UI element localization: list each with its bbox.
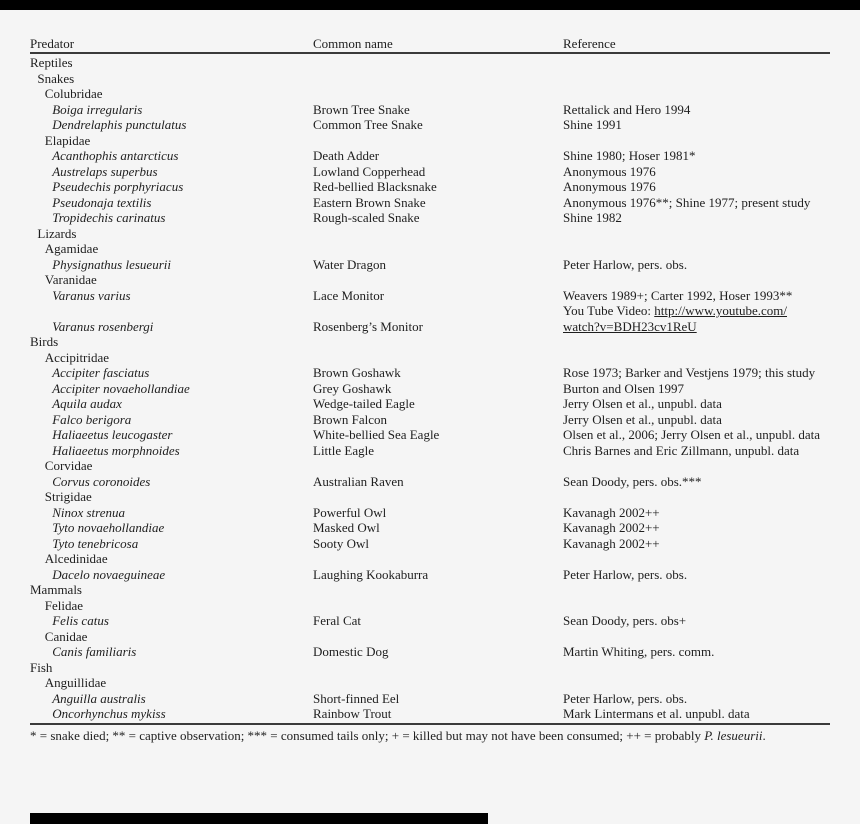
predator-cell: Oncorhynchus mykiss (52, 706, 166, 721)
reference-cell (563, 133, 830, 149)
reference-cell (563, 319, 830, 335)
reference-text: Olsen et al., 2006; Jerry Olsen et al., unpubl. data (563, 427, 821, 442)
reference-cell (563, 474, 830, 490)
table-row (30, 474, 830, 490)
predator-cell: Colubridae (44, 86, 103, 101)
footnote-text: * = snake died; ** = captive observation; *** = consumed tails only; + = killed but may not have been consumed; ++ = probably (30, 727, 705, 743)
table-row (30, 520, 830, 536)
common-name-cell (313, 675, 563, 691)
reference-cell (563, 241, 830, 257)
common-name-cell (313, 133, 563, 149)
common-name-cell: Eastern Brown Snake (313, 194, 426, 210)
predator-cell: Accipiter fasciatus (52, 365, 150, 380)
column-header-predator: Predator (30, 36, 75, 51)
reference-cell (563, 396, 830, 412)
common-name-cell: Little Eagle (313, 442, 375, 458)
table-row (30, 489, 830, 505)
reference-text: Peter Harlow, pers. obs. (563, 566, 688, 582)
table-row (30, 272, 830, 288)
common-name-cell: Death Adder (313, 148, 380, 163)
table-row (30, 381, 830, 397)
reference-cell (563, 644, 830, 660)
reference-cell (563, 179, 830, 195)
common-name-cell: Rainbow Trout (313, 706, 392, 721)
common-name-cell: Common Tree Snake (313, 117, 423, 132)
table-row (30, 257, 830, 273)
predator-cell: Snakes (37, 70, 75, 86)
table-row (30, 582, 830, 598)
table-row (30, 644, 830, 660)
common-name-cell: White-bellied Sea Eagle (313, 427, 440, 442)
reference-cell (563, 551, 830, 567)
common-name-cell (313, 582, 563, 598)
predator-cell: Felis catus (52, 613, 109, 628)
predator-cell: Boiga irregularis (52, 101, 143, 117)
common-name-cell: Water Dragon (313, 256, 386, 272)
reference-link[interactable]: watch?v=BDH23cv1ReU (563, 318, 697, 334)
common-name-cell: Laughing Kookaburra (313, 566, 429, 582)
predator-cell: Fish (30, 659, 53, 675)
common-name-cell: Lace Monitor (313, 287, 385, 303)
reference-text: Shine 1982 (563, 210, 622, 225)
table-row (30, 567, 830, 583)
table-row (30, 505, 830, 521)
reference-cell (563, 613, 830, 629)
table-row (30, 691, 830, 707)
common-name-cell (313, 241, 563, 257)
table-row (30, 55, 830, 71)
reference-text: Chris Barnes and Eric Zillmann, unpubl. data (563, 442, 800, 458)
predator-cell: Haliaeetus morphnoides (52, 442, 180, 458)
predator-cell: Canis familiaris (52, 644, 137, 659)
predator-cell: Aquila audax (52, 396, 122, 411)
reference-cell (563, 257, 830, 273)
common-name-cell: Rosenberg’s Monitor (313, 318, 423, 334)
table-row (30, 133, 830, 149)
predator-cell: Austrelaps superbus (52, 163, 158, 179)
table-row (30, 551, 830, 567)
common-name-cell (313, 334, 563, 350)
reference-link[interactable]: http://www.youtube.com/ (654, 303, 787, 318)
table-row (30, 148, 830, 164)
table-row (30, 396, 830, 412)
footnote-species-italic: P. lesueurii (704, 727, 763, 743)
common-name-cell: Brown Tree Snake (313, 101, 410, 117)
reference-text: Shine 1991 (563, 117, 622, 132)
reference-cell (563, 598, 830, 614)
predator-cell: Lizards (37, 225, 77, 241)
reference-cell (563, 536, 830, 552)
predator-cell: Pseudechis porphyriacus (52, 179, 184, 194)
reference-cell (563, 489, 830, 505)
reference-cell (563, 350, 830, 366)
common-name-cell (313, 629, 563, 645)
top-scan-artifact-bar (0, 0, 860, 10)
reference-cell (563, 86, 830, 102)
common-name-cell (313, 272, 563, 288)
common-name-cell: Wedge-tailed Eagle (313, 396, 415, 411)
reference-text: Shine 1980; Hoser 1981* (563, 148, 696, 163)
table-footnote (30, 723, 830, 743)
table-row (30, 675, 830, 691)
table-row (30, 350, 830, 366)
common-name-cell (313, 55, 563, 71)
predator-table (30, 36, 830, 743)
reference-cell (563, 505, 830, 521)
predator-cell: Physignathus lesueurii (52, 256, 171, 272)
reference-text: Burton and Olsen 1997 (563, 380, 684, 396)
table-row (30, 241, 830, 257)
predator-cell: Agamidae (44, 241, 99, 256)
reference-cell (563, 381, 830, 397)
predator-cell: Accipitridae (44, 349, 110, 365)
table-row (30, 303, 830, 319)
reference-cell (563, 691, 830, 707)
reference-cell (563, 117, 830, 133)
reference-cell (563, 365, 830, 381)
reference-cell (563, 303, 830, 319)
reference-cell (563, 706, 830, 722)
reference-cell (563, 288, 830, 304)
reference-text: Weavers 1989+; Carter 1992, Hoser 1993** (563, 287, 793, 303)
reference-cell (563, 148, 830, 164)
reference-cell (563, 102, 830, 118)
reference-cell (563, 567, 830, 583)
reference-text: Kavanagh 2002++ (563, 520, 660, 535)
predator-cell: Haliaeetus leucogaster (52, 427, 173, 442)
predator-cell: Mammals (30, 582, 82, 597)
table-row (30, 319, 830, 335)
predator-cell: Varanidae (44, 272, 97, 287)
reference-text: You Tube Video: (563, 303, 655, 318)
common-name-cell (313, 86, 563, 102)
reference-cell (563, 675, 830, 691)
reference-cell (563, 164, 830, 180)
table-row (30, 536, 830, 552)
table-row (30, 210, 830, 226)
common-name-cell (313, 598, 563, 614)
footnote-period: . (762, 727, 766, 743)
reference-text: Sean Doody, pers. obs.*** (563, 473, 702, 489)
common-name-cell (313, 350, 563, 366)
common-name-cell (313, 660, 563, 676)
common-name-cell: Brown Goshawk (313, 365, 401, 380)
reference-text: Anonymous 1976 (563, 163, 656, 179)
column-header-reference: Reference (563, 36, 616, 51)
predator-cell: Corvidae (44, 458, 93, 473)
reference-cell (563, 443, 830, 459)
table-row (30, 613, 830, 629)
common-name-cell (313, 551, 563, 567)
predator-cell: Tyto tenebricosa (52, 535, 139, 551)
reference-cell (563, 55, 830, 71)
predator-cell: Reptiles (30, 55, 73, 70)
predator-cell: Anguilla australis (52, 690, 146, 706)
predator-cell: Felidae (44, 597, 84, 613)
reference-cell (563, 427, 830, 443)
predator-cell: Accipiter novaehollandiae (52, 380, 190, 396)
table-row (30, 117, 830, 133)
table-row (30, 226, 830, 242)
table-row (30, 427, 830, 443)
table-body (30, 54, 830, 722)
common-name-cell: Masked Owl (313, 520, 380, 535)
predator-cell: Dacelo novaeguineae (52, 566, 166, 582)
table-row (30, 288, 830, 304)
predator-cell: Anguillidae (44, 675, 107, 690)
table-row (30, 629, 830, 645)
reference-text: Anonymous 1976 (563, 179, 656, 194)
table-row (30, 334, 830, 350)
reference-text: Kavanagh 2002++ (563, 504, 660, 520)
table-row (30, 706, 830, 722)
table-row (30, 179, 830, 195)
common-name-cell: Brown Falcon (313, 411, 388, 427)
reference-cell (563, 520, 830, 536)
reference-text: Mark Lintermans et al. unpubl. data (563, 706, 750, 721)
predator-cell: Ninox strenua (52, 504, 126, 520)
reference-cell (563, 210, 830, 226)
table-row (30, 195, 830, 211)
predator-cell: Corvus coronoides (52, 473, 151, 489)
predator-cell: Strigidae (44, 489, 92, 504)
table-row (30, 598, 830, 614)
predator-cell: Birds (30, 334, 59, 349)
table-row (30, 102, 830, 118)
reference-text: Sean Doody, pers. obs+ (563, 613, 687, 628)
common-name-cell: Lowland Copperhead (313, 163, 426, 179)
table-header-row (30, 36, 830, 54)
common-name-cell (313, 489, 563, 505)
reference-cell (563, 660, 830, 676)
table-row (30, 443, 830, 459)
reference-cell (563, 334, 830, 350)
table-row (30, 412, 830, 428)
common-name-cell: Sooty Owl (313, 535, 369, 551)
bottom-scan-artifact-bar (30, 813, 488, 824)
predator-cell: Elapidae (44, 132, 91, 148)
common-name-cell: Grey Goshawk (313, 380, 392, 396)
reference-text: Rose 1973; Barker and Vestjens 1979; this study (563, 365, 816, 380)
table-row (30, 71, 830, 87)
predator-cell: Varanus varius (52, 287, 131, 303)
reference-text: Peter Harlow, pers. obs. (563, 690, 688, 706)
table-row (30, 86, 830, 102)
predator-cell (30, 303, 313, 319)
reference-text: Jerry Olsen et al., unpubl. data (563, 396, 722, 411)
table-row (30, 660, 830, 676)
common-name-cell: Short-finned Eel (313, 690, 400, 706)
column-header-common-name: Common name (313, 36, 393, 51)
predator-cell: Varanus rosenbergi (52, 318, 154, 334)
reference-cell (563, 272, 830, 288)
reference-text: Martin Whiting, pers. comm. (563, 644, 715, 659)
table-row (30, 365, 830, 381)
predator-cell: Alcedinidae (44, 551, 108, 566)
predator-cell: Acanthophis antarcticus (52, 148, 179, 163)
common-name-cell: Feral Cat (313, 613, 362, 628)
reference-text: Rettalick and Hero 1994 (563, 101, 691, 117)
table-row (30, 164, 830, 180)
reference-text: Jerry Olsen et al., unpubl. data (563, 411, 722, 427)
reference-text: Anonymous 1976**; Shine 1977; present study (563, 194, 811, 210)
predator-cell: Tropidechis carinatus (52, 210, 166, 225)
common-name-cell (313, 458, 563, 474)
common-name-cell: Red-bellied Blacksnake (313, 179, 437, 194)
table-row (30, 458, 830, 474)
common-name-cell (313, 226, 563, 242)
common-name-cell (313, 71, 563, 87)
predator-cell: Tyto novaehollandiae (52, 520, 165, 535)
reference-cell (563, 458, 830, 474)
predator-cell: Pseudonaja textilis (52, 194, 152, 210)
reference-text: Kavanagh 2002++ (563, 535, 660, 551)
predator-cell: Dendrelaphis punctulatus (52, 117, 187, 132)
reference-cell (563, 195, 830, 211)
reference-cell (563, 582, 830, 598)
predator-cell: Canidae (44, 628, 88, 644)
reference-cell (563, 71, 830, 87)
predator-cell: Falco berigora (52, 411, 132, 427)
reference-cell (563, 629, 830, 645)
common-name-cell: Powerful Owl (313, 504, 387, 520)
common-name-cell: Domestic Dog (313, 644, 389, 659)
common-name-cell: Australian Raven (313, 473, 404, 489)
reference-text: Peter Harlow, pers. obs. (563, 256, 688, 272)
common-name-cell (313, 303, 563, 319)
reference-cell (563, 226, 830, 242)
reference-cell (563, 412, 830, 428)
common-name-cell: Rough-scaled Snake (313, 210, 420, 225)
